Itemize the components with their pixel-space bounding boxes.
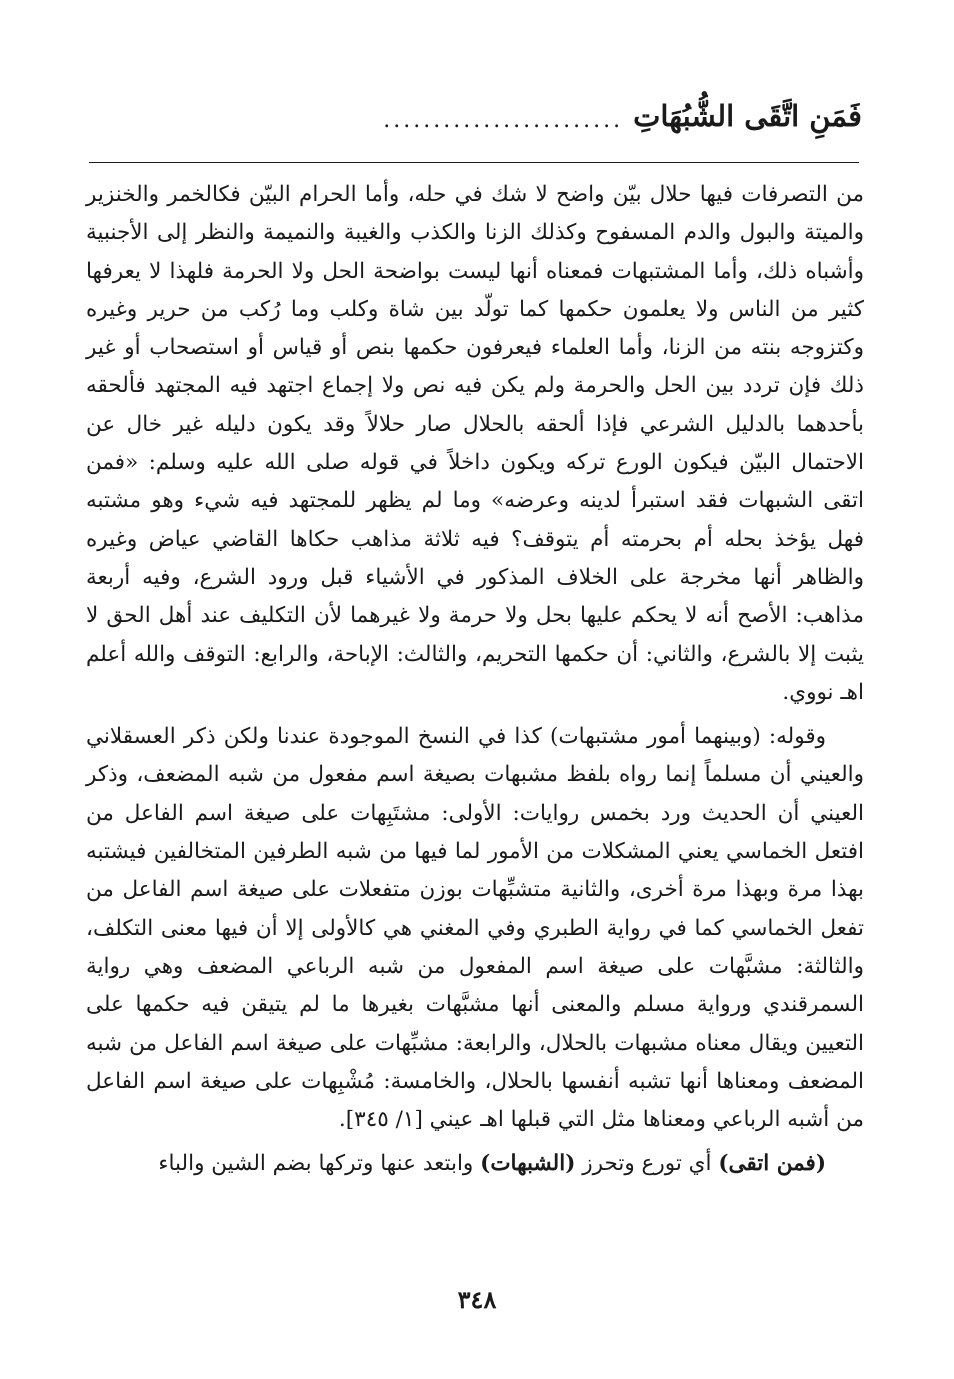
paragraph-1: من التصرفات فيها حلال بيّن واضح لا شك في حله، وأما الحرام البيّن فكالخمر والخنزير والميتة والبول والدم المسفوح وكذلك الزنا والكذب والغيبة والنميمة والنظر إلى الأجنبية وأشباه ذلك، وأما المشتبهات فمعناه أنها ليست بواضحة الحل ولا الحرمة فلهذا لا يعرفها كثير من الناس ولا يعلمون حكمها كما تولّد بين شاة وكلب وما رُكب من حرير وغيره وكتزوجه بنته من الزنا، وأما العلماء فيعرفون حكمها بنص أو قياس أو استصحاب أو غير ذلك فإن تردد بين الحل والحرمة ولم يكن فيه نص ولا إجماع اجتهد فيه المجتهد فألحقه بأحدهما بالدليل الشرعي فإذا ألحقه بالحلال صار حلالاً وقد يكون دليله غير خال عن الاحتمال البيّن فيكون الورع تركه ويكون داخلاً في قوله صلى الله عليه وسلم: «فمن اتقى الشبهات فقد استبرأ لدينه وعرضه» وما لم يظهر للمجتهد فيه شيء وهو مشتبه فهل يؤخذ بحله أم بحرمته أم يتوقف؟ فيه ثلاثة مذاهب حكاها القاضي عياض وغيره والظاهر أنها مخرجة على الخلاف المذكور في الأشياء قبل ورود الشرع، وفيه أربعة مذاهب: الأصح أنه لا يحكم عليها بحل ولا حرمة ولا غيرهما لأن التكليف عند أهل الحق لا يثبت إلا بالشرع، والثاني: أن حكمها التحريم، والثالث: الإباحة، والرابع: التوقف والله أعلم اهـ نووي. [86, 182, 864, 705]
running-header [92, 92, 862, 140]
main-text [86, 176, 864, 1190]
quoted-term-1: (فمن اتقى) [718, 1151, 826, 1177]
header-divider [89, 162, 859, 163]
paragraph-2: وقوله: (وبينهما أمور مشتبهات) كذا في النسخ الموجودة عندنا ولكن ذكر العسقلاني والعيني أن مسلماً إنما رواه بلفظ مشبهات بصيغة اسم مفعول من شبه المضعف، وذكر العيني أن الحديث ورد بخمس روايات: الأولى: مشتَبِهات على صيغة اسم الفاعل من افتعل الخماسي يعني المشكلات من الأمور لما فيها من شبه الطرفين المتخالفين فيشتبه بهذا مرة وبهذا مرة أخرى، والثانية متشبِّهات بوزن متفعلات على صيغة اسم الفاعل من تفعل الخماسي كما في رواية الطبري وفي المغني هي كالأولى إلا أن فيها معنى التكلف، والثالثة: مشبَّهات على صيغة اسم المفعول من شبه الرباعي المضعف وهي رواية السمرقندي ورواية مسلم والمعنى أنها مشبَّهات بغيرها ما لم يتيقن فيه حكمها على التعيين ويقال معناه مشبهات بالحلال، والرابعة: مشبِّهات على صيغة اسم الفاعل من شبه المضعف ومعناها أنها تشبه أنفسها بالحلال، والخامسة: مُشْبِهات على صيغة اسم الفاعل من أشبه الرباعي ومعناها مثل التي قبلها اهـ عيني [١/ ٣٤٥]. [86, 724, 864, 1133]
leader-dots: ........................ [383, 107, 624, 133]
paragraph-3-text-1: أي تورع وتحرز [575, 1151, 719, 1177]
paragraph-3 [86, 1145, 864, 1183]
running-title: فَمَنِ اتَّقَى الشُّبُهَاتِ [633, 99, 862, 133]
quoted-term-2: (الشبهات) [480, 1151, 576, 1177]
page-number: ٣٤٨ [457, 1285, 497, 1314]
paragraph-3-text-2: وابتعد عنها وتركها بضم الشين والباء [158, 1151, 481, 1177]
